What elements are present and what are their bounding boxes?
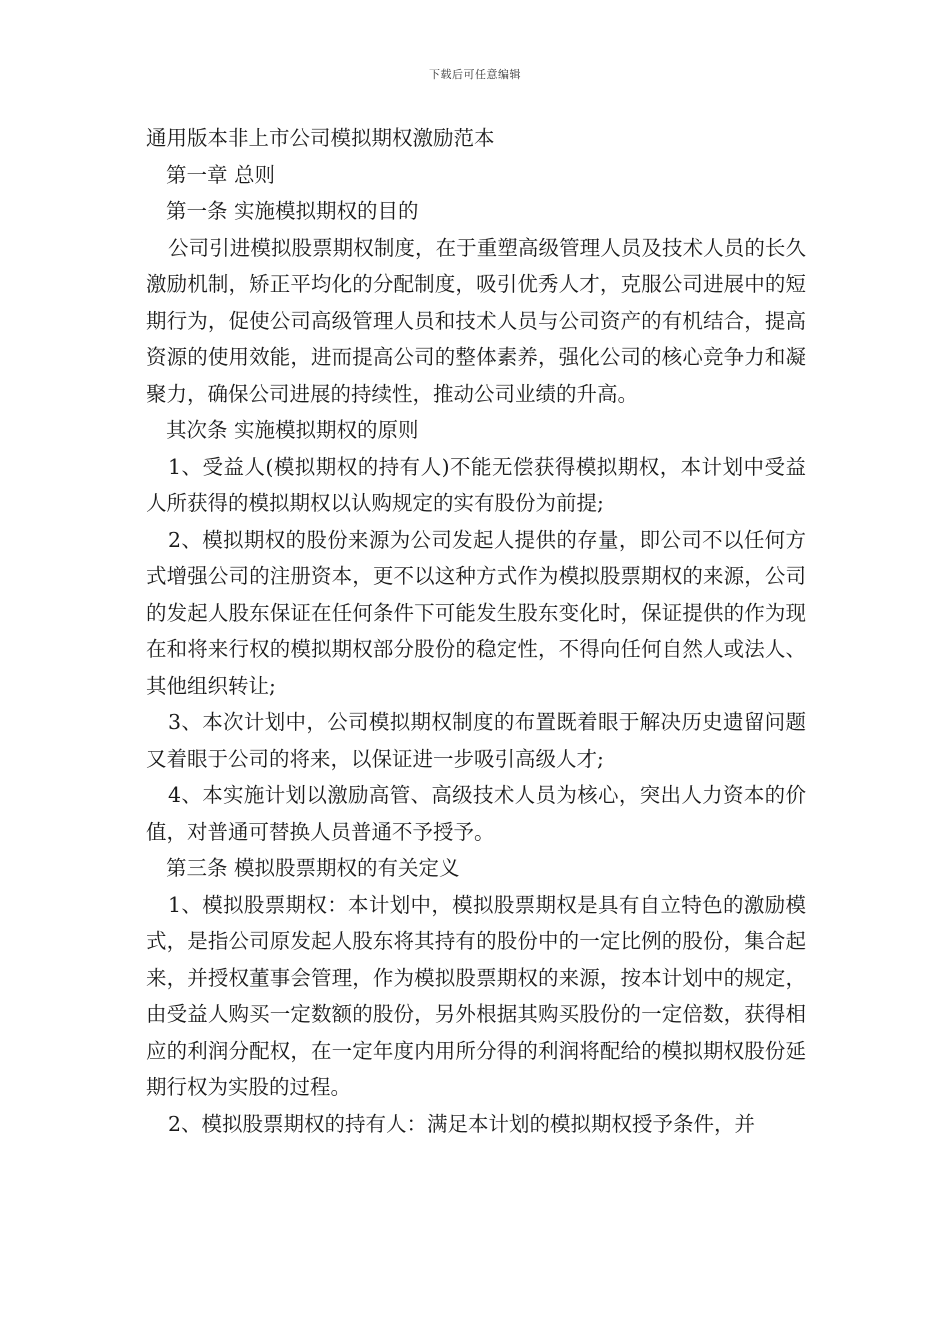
article-2-heading: 其次条 实施模拟期权的原则 — [166, 418, 419, 442]
header-note: 下载后可任意编辑 — [429, 68, 521, 81]
article-3-item: 1、模拟股票期权：本计划中，模拟股票期权是具有自立特色的激励模式，是指公司原发起人股东将其持有的股份中的一定比例的股份，集合起来，并授权董事会管理，作为模拟股票期权的来源，按本计划中的规定，由受益人购买一定数额的股份，另外根据其购买股份的一定倍数，获得相应的利润分配权，在一定年度内用所分得的利润将配给的模拟期权股份延期行权为实股的过程。 — [146, 892, 806, 1099]
chapter-heading: 第一章 总则 — [166, 162, 276, 187]
article-2-item: 1、受益人(模拟期权的持有人)不能无偿获得模拟期权，本计划中受益人所获得的模拟期权以认购规定的实有股份为前提; — [146, 454, 806, 515]
document-body — [146, 120, 806, 1142]
article-3-heading: 第三条 模拟股票期权的有关定义 — [166, 856, 460, 880]
article-2-item: 2、模拟期权的股份来源为公司发起人提供的存量，即公司不以任何方式增强公司的注册资本，更不以这种方式作为模拟股票期权的来源，公司的发起人股东保证在任何条件下可能发生股东变化时，保证提供的作为现在和将来行权的模拟期权部分股份的稳定性，不得向任何自然人或法人、其他组织转让; — [146, 527, 806, 698]
article-1-paragraph: 公司引进模拟股票期权制度，在于重塑高级管理人员及技术人员的长久激励机制，矫正平均化的分配制度，吸引优秀人才，克服公司进展中的短期行为，促使公司高级管理人员和技术人员与公司资产的有机结合，提高资源的使用效能，进而提高公司的整体素养，强化公司的核心竞争力和凝聚力，确保公司进展的持续性，推动公司业绩的升高。 — [146, 235, 806, 406]
article-2-item: 3、本次计划中，公司模拟期权制度的布置既着眼于解决历史遗留问题又着眼于公司的将来，以保证进一步吸引高级人才; — [146, 710, 806, 771]
article-1-heading: 第一条 实施模拟期权的目的 — [166, 199, 419, 223]
article-3-item: 2、模拟股票期权的持有人：满足本计划的模拟期权授予条件，并 — [168, 1111, 756, 1136]
article-2-item: 4、本实施计划以激励高管、高级技术人员为核心，突出人力资本的价值，对普通可替换人员普通不予授予。 — [146, 783, 806, 844]
document-title: 通用版本非上市公司模拟期权激励范本 — [146, 126, 495, 150]
